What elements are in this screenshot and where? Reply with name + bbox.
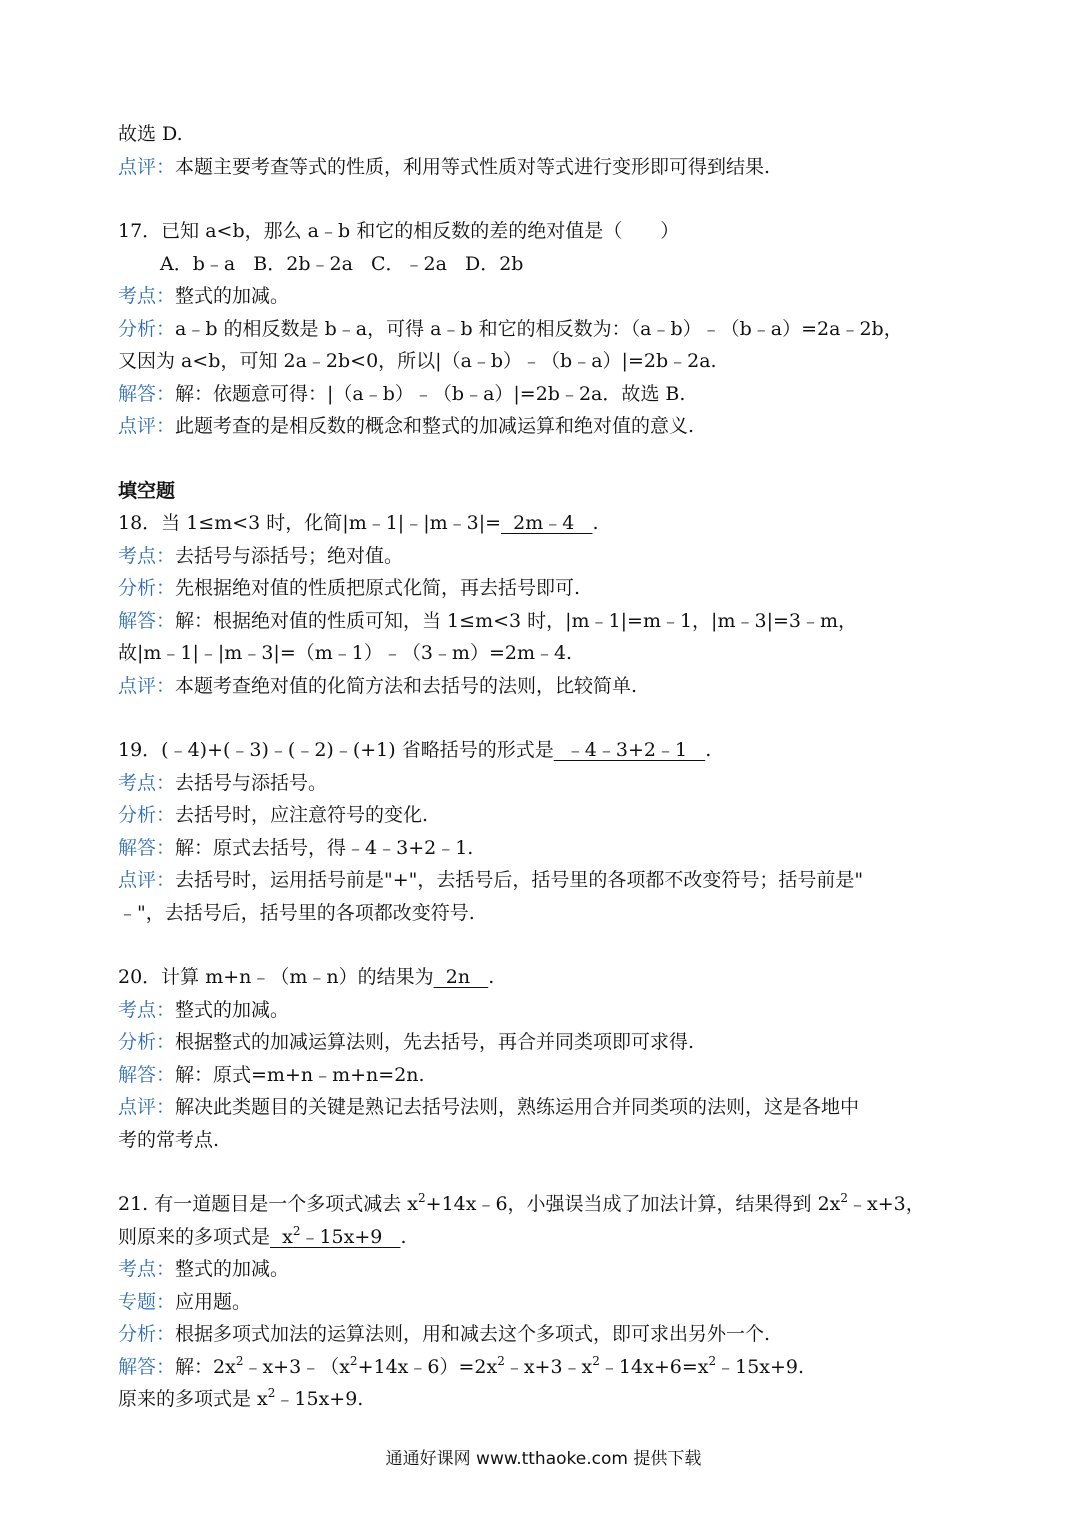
answer-label: 解答：	[118, 609, 176, 632]
final-text: 原来的多项式是 x	[118, 1388, 268, 1410]
analysis-label: 分析：	[118, 804, 176, 826]
option-b: B．2b﹣2a	[253, 252, 353, 275]
analysis-text: 去括号时，应注意符号的变化.	[175, 804, 429, 826]
comment-label: 点评：	[118, 674, 176, 697]
analysis-text: 根据多项式加法的运算法则，用和减去这个多项式，即可求出另外一个.	[175, 1323, 771, 1345]
point-text: 整式的加减。	[175, 285, 290, 307]
point-label: 考点：	[118, 771, 176, 794]
q20-comment-line	[118, 1091, 978, 1124]
q20-analysis-line	[118, 1026, 978, 1059]
point-label: 考点：	[118, 998, 176, 1021]
answer-text: 解：原式去括号，得﹣4﹣3+2﹣1.	[175, 836, 474, 859]
q17-analysis-line	[118, 313, 978, 346]
stem-text: 则原来的多项式是	[118, 1225, 271, 1248]
point-text: 去括号与添括号；绝对值。	[175, 544, 404, 567]
exponent: 2	[267, 1386, 276, 1400]
question-20-stem	[118, 961, 978, 994]
q21-analysis-line	[118, 1318, 978, 1351]
comment-label: 点评：	[118, 415, 176, 437]
blank-part: x	[270, 1225, 293, 1248]
q21-answer-line	[118, 1351, 978, 1384]
question-17-stem: 17．已知 a<b，那么 a﹣b 和它的相反数的差的绝对值是（ ）	[118, 220, 680, 242]
answer-label: 解答：	[118, 1063, 176, 1086]
answer-text: ﹣14x+6=x	[599, 1355, 709, 1378]
answer-text: +14x﹣6）=2x	[357, 1355, 498, 1378]
q17-point-line	[118, 280, 978, 313]
exponent: 2	[840, 1191, 849, 1205]
comment-label: 点评：	[118, 155, 176, 178]
q20-answer-line	[118, 1059, 978, 1092]
conclusion-line	[118, 118, 978, 151]
stem-text: 20．计算 m+n﹣（m﹣n）的结果为	[118, 966, 434, 988]
question-18-stem	[118, 507, 978, 540]
answer-label: 解答：	[118, 836, 176, 859]
comment-label: 点评：	[118, 869, 176, 891]
q20-comment-line-2: 考的常考点.	[118, 1128, 220, 1151]
stem-end: .	[488, 966, 495, 988]
answer-blank: 2m﹣4	[501, 512, 593, 534]
question-17-options	[118, 248, 978, 281]
q19-analysis-line	[118, 799, 978, 832]
point-label: 考点：	[118, 544, 176, 567]
conclusion-text: 故选 D.	[118, 123, 183, 145]
comment-line	[118, 151, 978, 184]
q17-answer-line	[118, 378, 978, 411]
q20-point-line	[118, 994, 978, 1027]
analysis-text: 根据整式的加减运算法则，先去括号，再合并同类项即可求得.	[175, 1031, 695, 1053]
stem-text: 19．(﹣4)+(﹣3)﹣(﹣2)﹣(+1) 省略括号的形式是	[118, 739, 554, 761]
q19-point-line	[118, 767, 978, 800]
comment-text: 本题考查绝对值的化简方法和去括号的法则，比较简单.	[175, 674, 638, 697]
exponent: 2	[418, 1191, 426, 1205]
answer-label: 解答：	[118, 382, 176, 405]
option-c: C．﹣2a	[370, 252, 447, 275]
answer-text: ﹣x+3﹣（x	[243, 1355, 350, 1378]
q18-point-line	[118, 540, 978, 573]
analysis-label: 分析：	[118, 317, 176, 340]
document-page	[118, 118, 978, 1416]
stem-text: 18．当 1≤m<3 时，化简|m﹣1|﹣|m﹣3|=	[118, 512, 502, 534]
footer-text: 通通好课网 www.tthaoke.com 提供下载	[385, 1449, 702, 1469]
stem-text: ﹣x+3，	[848, 1193, 925, 1215]
comment-text: 解决此类题目的关键是熟记去括号法则，熟练运用合并同类项的法则，这是各地中	[175, 1096, 860, 1118]
topic-text: 应用题。	[175, 1290, 252, 1313]
q17-comment-line	[118, 410, 978, 443]
q19-comment-line	[118, 864, 978, 897]
question-21-stem-2	[118, 1221, 978, 1254]
q21-final-line	[118, 1383, 978, 1416]
comment-label: 点评：	[118, 1096, 176, 1118]
q19-comment-line-2: ﹣"，去括号后，括号里的各项都改变符号.	[118, 901, 475, 924]
q21-topic-line	[118, 1286, 978, 1319]
analysis-label: 分析：	[118, 1031, 176, 1053]
exponent: 2	[708, 1353, 717, 1368]
q18-analysis-line	[118, 572, 978, 605]
q17-analysis-line-2: 又因为 a<b，可知 2a﹣2b<0，所以|（a﹣b）﹣（b﹣a）|=2b﹣2a.	[118, 350, 717, 372]
point-label: 考点：	[118, 285, 176, 307]
q18-answer-line-2: 故|m﹣1|﹣|m﹣3|=（m﹣1）﹣（3﹣m）=2m﹣4.	[118, 642, 573, 664]
stem-text: +14x﹣6，小强误当成了加法计算，结果得到 2x	[425, 1193, 841, 1215]
exponent: 2	[235, 1353, 244, 1368]
final-text: ﹣15x+9.	[275, 1388, 364, 1410]
section-heading: 填空题	[118, 479, 176, 502]
exponent: 2	[592, 1353, 600, 1368]
answer-text: 解：2x	[175, 1355, 236, 1378]
q18-answer-line	[118, 605, 978, 638]
option-d: D．2b	[464, 252, 524, 275]
answer-text: 解：根据绝对值的性质可知，当 1≤m<3 时，|m﹣1|=m﹣1，|m﹣3|=3﹣m，	[175, 609, 857, 632]
answer-label: 解答：	[118, 1355, 176, 1378]
point-text: 整式的加减。	[175, 1258, 290, 1280]
answer-text: 解：依题意可得：|（a﹣b）﹣（b﹣a）|=2b﹣2a．故选 B.	[175, 382, 686, 405]
answer-text: ﹣15x+9.	[716, 1355, 805, 1378]
stem-end: .	[705, 739, 712, 761]
point-label: 考点：	[118, 1258, 176, 1280]
point-text: 整式的加减。	[175, 998, 290, 1021]
comment-text: 去括号时，运用括号前是"+"，去括号后，括号里的各项都不改变符号；括号前是"	[175, 869, 864, 891]
answer-text: ﹣x+3﹣x	[504, 1355, 593, 1378]
exponent: 2	[349, 1353, 358, 1368]
question-19-stem	[118, 734, 978, 767]
answer-text: 解：原式=m+n﹣m+n=2n.	[175, 1063, 425, 1086]
exponent: 2	[497, 1353, 505, 1368]
analysis-text: 先根据绝对值的性质把原式化简，再去括号即可.	[175, 577, 581, 599]
point-text: 去括号与添括号。	[175, 771, 328, 794]
stem-end: .	[592, 512, 599, 534]
exponent: 2	[292, 1223, 301, 1238]
question-21-stem	[118, 1188, 978, 1221]
stem-text: 21. 有一道题目是一个多项式减去 x	[118, 1193, 419, 1215]
analysis-label: 分析：	[118, 577, 176, 599]
answer-blank: 2n	[433, 966, 489, 988]
q21-point-line	[118, 1253, 978, 1286]
analysis-text: a﹣b 的相反数是 b﹣a，可得 a﹣b 和它的相反数为：（a﹣b）﹣（b﹣a）=2a﹣2b，	[175, 317, 903, 340]
q19-answer-line	[118, 832, 978, 865]
comment-text: 本题主要考查等式的性质，利用等式性质对等式进行变形即可得到结果.	[175, 155, 771, 178]
stem-end: .	[400, 1225, 407, 1248]
answer-blank	[270, 1221, 400, 1254]
analysis-label: 分析：	[118, 1323, 176, 1345]
blank-part: ﹣15x+9	[300, 1225, 401, 1248]
q18-comment-line	[118, 670, 978, 703]
comment-text: 此题考查的是相反数的概念和整式的加减运算和绝对值的意义.	[175, 415, 695, 437]
answer-blank: ﹣4﹣3+2﹣1	[553, 739, 706, 761]
topic-label: 专题：	[118, 1290, 176, 1313]
option-a: A．b﹣a	[160, 252, 236, 275]
